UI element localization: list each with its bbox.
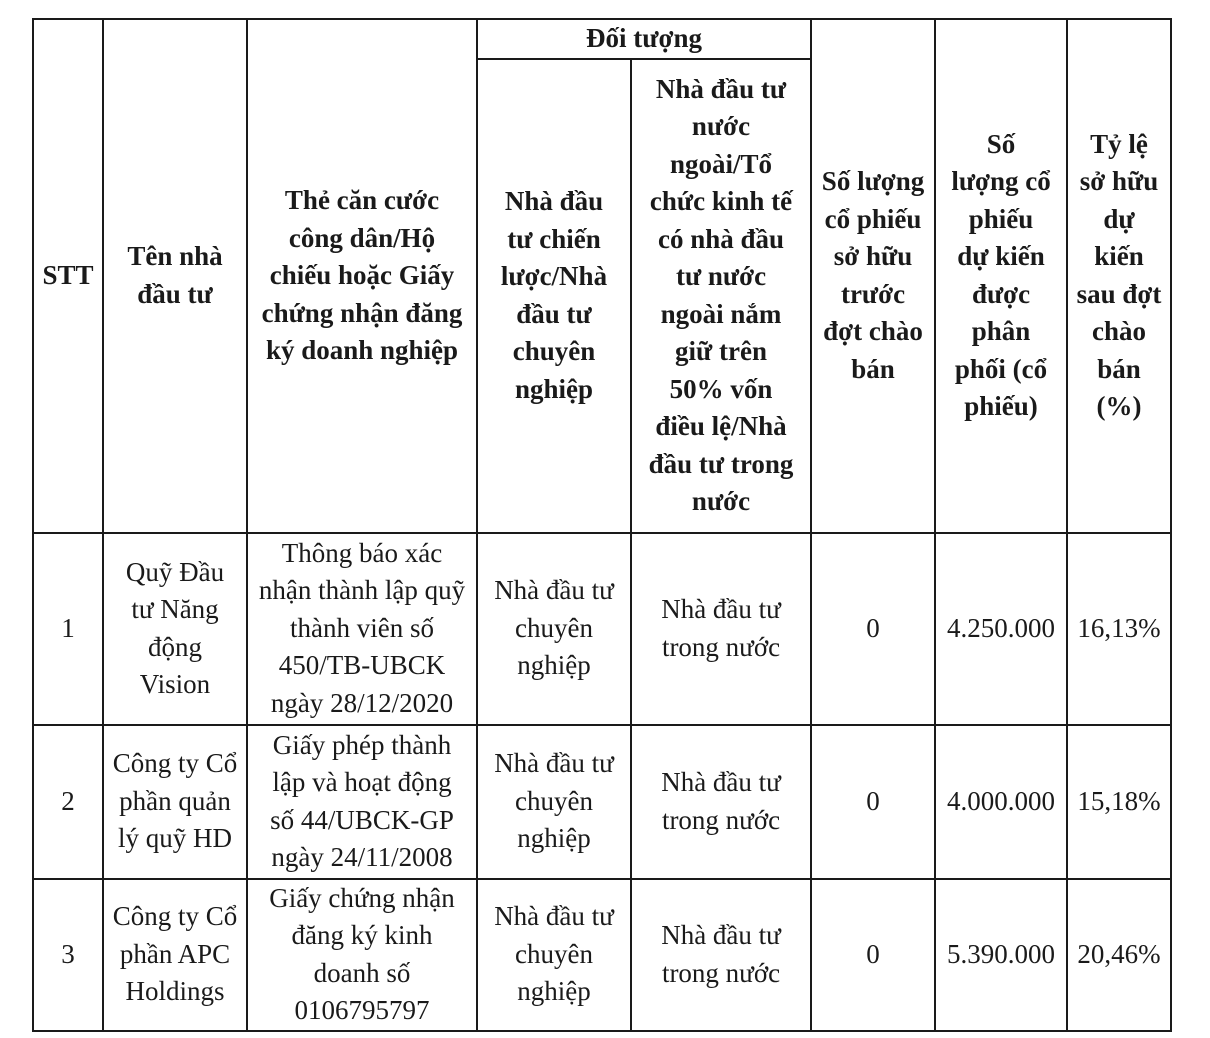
header-stt: STT bbox=[33, 19, 103, 533]
cell-stt: 2 bbox=[33, 725, 103, 879]
cell-shares-before: 0 bbox=[811, 879, 935, 1031]
cell-id-document: Giấy chứng nhận đăng ký kinh doanh số 0106795797 bbox=[247, 879, 477, 1031]
cell-foreign-domestic: Nhà đầu tư trong nước bbox=[631, 533, 811, 725]
cell-stt: 1 bbox=[33, 533, 103, 725]
cell-investor-name: Công ty Cổ phần APC Holdings bbox=[103, 879, 247, 1031]
cell-id-document: Giấy phép thành lập và hoạt động số 44/UBCK-GP ngày 24/11/2008 bbox=[247, 725, 477, 879]
cell-foreign-domestic: Nhà đầu tư trong nước bbox=[631, 879, 811, 1031]
header-strategic-professional: Nhà đầu tư chiến lược/Nhà đầu tư chuyên nghiệp bbox=[477, 59, 631, 533]
table-row bbox=[33, 725, 1171, 879]
header-target-group: Đối tượng bbox=[477, 19, 811, 59]
cell-strategic-professional: Nhà đầu tư chuyên nghiệp bbox=[477, 725, 631, 879]
cell-ownership-after: 20,46% bbox=[1067, 879, 1171, 1031]
header-investor-name: Tên nhà đầu tư bbox=[103, 19, 247, 533]
investor-allocation-table bbox=[32, 18, 1172, 1032]
cell-shares-allocated: 5.390.000 bbox=[935, 879, 1067, 1031]
table-row bbox=[33, 533, 1171, 725]
cell-shares-before: 0 bbox=[811, 533, 935, 725]
table-row bbox=[33, 879, 1171, 1031]
cell-investor-name: Công ty Cổ phần quản lý quỹ HD bbox=[103, 725, 247, 879]
header-ownership-after: Tỷ lệ sở hữu dự kiến sau đợt chào bán (%) bbox=[1067, 19, 1171, 533]
cell-stt: 3 bbox=[33, 879, 103, 1031]
cell-strategic-professional: Nhà đầu tư chuyên nghiệp bbox=[477, 879, 631, 1031]
cell-shares-allocated: 4.000.000 bbox=[935, 725, 1067, 879]
cell-shares-before: 0 bbox=[811, 725, 935, 879]
cell-shares-allocated: 4.250.000 bbox=[935, 533, 1067, 725]
cell-investor-name: Quỹ Đầu tư Năng động Vision bbox=[103, 533, 247, 725]
cell-foreign-domestic: Nhà đầu tư trong nước bbox=[631, 725, 811, 879]
header-shares-before: Số lượng cổ phiếu sở hữu trước đợt chào bán bbox=[811, 19, 935, 533]
cell-strategic-professional: Nhà đầu tư chuyên nghiệp bbox=[477, 533, 631, 725]
header-foreign-domestic: Nhà đầu tư nước ngoài/Tổ chức kinh tế có nhà đầu tư nước ngoài nắm giữ trên 50% vốn điều lệ/Nhà đầu tư trong nước bbox=[631, 59, 811, 533]
header-shares-allocated: Số lượng cổ phiếu dự kiến được phân phối (cổ phiếu) bbox=[935, 19, 1067, 533]
header-id-document: Thẻ căn cước công dân/Hộ chiếu hoặc Giấy chứng nhận đăng ký doanh nghiệp bbox=[247, 19, 477, 533]
cell-ownership-after: 15,18% bbox=[1067, 725, 1171, 879]
cell-id-document: Thông báo xác nhận thành lập quỹ thành viên số 450/TB-UBCK ngày 28/12/2020 bbox=[247, 533, 477, 725]
cell-ownership-after: 16,13% bbox=[1067, 533, 1171, 725]
